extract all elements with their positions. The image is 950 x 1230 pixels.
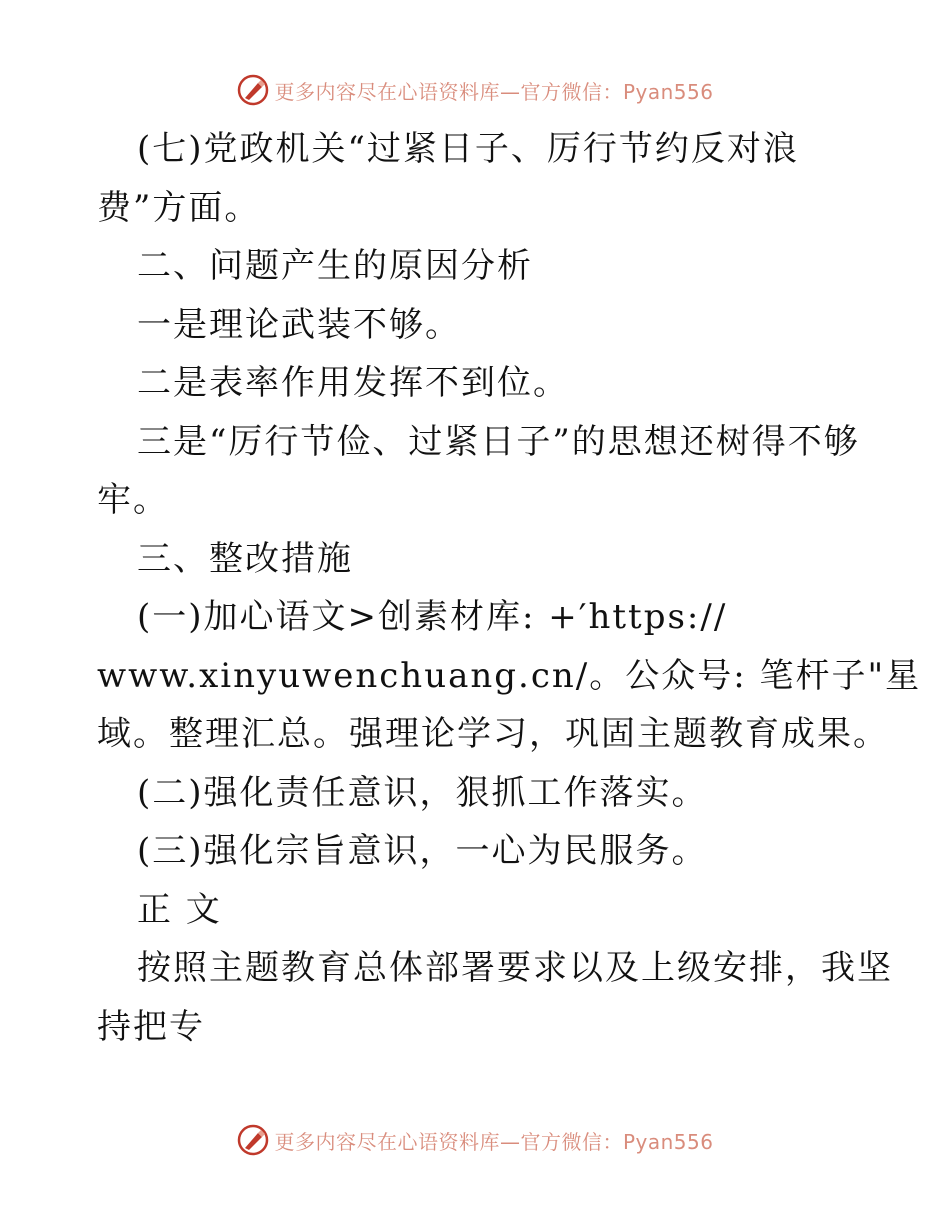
text-line: www.xinyuwenchuang.cn/。公众号: 笔杆子"星: [97, 655, 922, 696]
text-line: 按照主题教育总体部署要求以及上级安排，我坚: [137, 948, 893, 988]
text-line: 域。整理汇总。强理论学习，巩固主题教育成果。: [97, 714, 889, 754]
footer-watermark: [0, 1120, 950, 1160]
text-line: 三是“厉行节俭、过紧日子”的思想还树得不够: [137, 421, 860, 462]
pen-logo-icon: [236, 73, 270, 107]
document-body: [97, 120, 922, 1056]
section-heading: 三、整改措施: [137, 538, 353, 579]
header-watermark: [0, 70, 950, 110]
section-heading: 二、问题产生的原因分析: [137, 246, 533, 286]
text-line: (七)党政机关“过紧日子、厉行节约反对浪: [137, 129, 799, 169]
text-line: 二是表率作用发挥不到位。: [137, 363, 569, 403]
text-line: (二)强化责任意识，狠抓工作落实。: [137, 772, 708, 813]
text-line: 一是理论武装不够。: [137, 304, 461, 345]
text-line: 持把专: [97, 1006, 205, 1047]
text-line: 费”方面。: [97, 187, 261, 228]
text-line: (三)强化宗旨意识，一心为民服务。: [137, 831, 708, 871]
watermark-text: 更多内容尽在心语资料库—官方微信：Pyan556: [274, 79, 714, 104]
text-line: 牢。: [97, 480, 169, 520]
pen-logo-icon: [236, 1123, 270, 1157]
section-heading: 正 文: [137, 889, 222, 930]
watermark-text: 更多内容尽在心语资料库—官方微信：Pyan556: [274, 1129, 714, 1154]
text-line: (一)加心语文>创素材库: +′https://: [137, 597, 728, 637]
